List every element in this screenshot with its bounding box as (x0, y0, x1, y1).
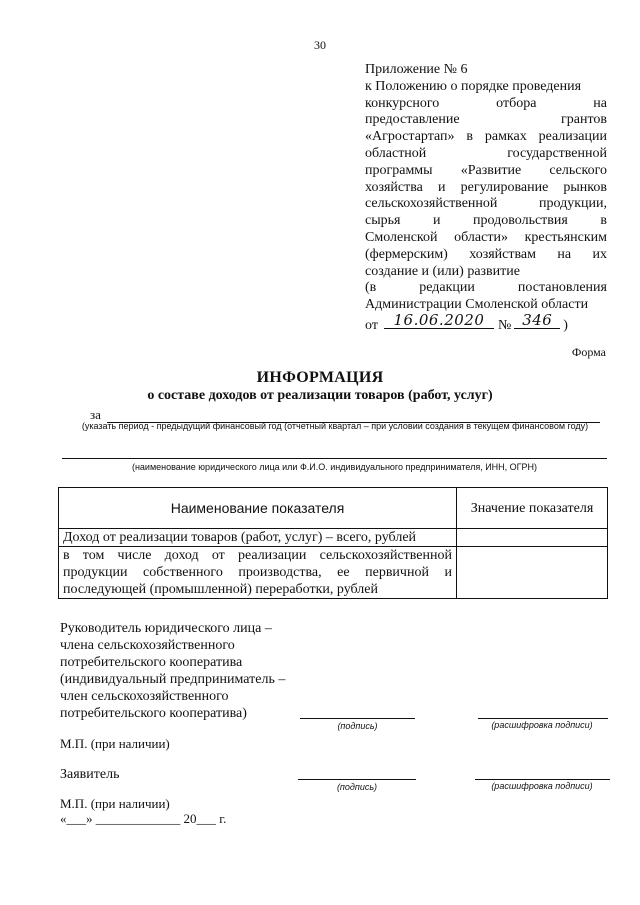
manager-line: члена сельскохозяйственного (60, 638, 235, 653)
table-row (59, 547, 608, 599)
handwritten-date: 16.06.2020 (393, 311, 485, 330)
row-agri-income-value[interactable] (457, 547, 608, 599)
appendix-line: областной государственной (365, 145, 607, 161)
manager-line: (индивидуальный предприниматель – (60, 672, 286, 687)
appendix-line: предоставление грантов (365, 112, 607, 128)
applicant-label: Заявитель (60, 767, 120, 782)
manager-line: потребительского кооператива (60, 655, 243, 670)
applicant-signature-line[interactable] (298, 779, 416, 780)
row-agri-income: в том числе доход от реализации сельскохозяйственной продукции собственного производства, ее первичной и последующей (промышленной) переработки, рублей (59, 547, 457, 599)
ot-label: от (365, 317, 378, 333)
header-indicator-name: Наименование показателя (59, 488, 457, 529)
header-indicator-value: Значение показателя (457, 488, 608, 529)
period-label: за (90, 407, 101, 422)
manager-signature-line[interactable] (300, 718, 415, 719)
appendix-line: Смоленской области» крестьянским (365, 229, 607, 245)
appendix-line: сельскохозяйственной продукции, (365, 196, 607, 212)
applicant-signature-caption: (подпись) (336, 782, 378, 792)
appendix-line: «Агростартап» в рамках реализации (365, 129, 607, 145)
appendix-line: хозяйства и регулирование рынков (365, 179, 607, 195)
form-label: Форма (571, 345, 606, 359)
number-blank (514, 311, 560, 330)
entity-hint: (наименование юридического лица или Ф.И.О. индивидуального предпринимателя, ИНН, ОГРН) (131, 462, 538, 472)
document-subtitle: о составе доходов от реализации товаров (работ, услуг) (147, 388, 493, 403)
document-title: ИНФОРМАЦИЯ (256, 369, 384, 386)
edition-line: Администрации Смоленской области (365, 297, 589, 313)
stamp-label: М.П. (при наличии) (60, 736, 170, 751)
appendix-line: сырья и продовольствия в (365, 213, 607, 229)
period-hint: (указать период - предыдущий финансовый год (отчетный квартал – при условии создания в текущем финансовом году) (81, 421, 589, 431)
manager-line: член сельскохозяйственного (60, 689, 229, 704)
appendix-line: создание и (или) развитие (365, 263, 520, 279)
stamp-label: М.П. (при наличии) (60, 796, 170, 811)
edition-date-row (365, 311, 607, 335)
income-table (58, 487, 608, 599)
table-header-row (59, 488, 608, 529)
edition-line: (в редакции постановления (365, 280, 607, 296)
appendix-line: к Положению о порядке проведения (365, 78, 582, 94)
appendix-title: Приложение № 6 (365, 62, 468, 77)
row-total-income: Доход от реализации товаров (работ, услуг) – всего, рублей (59, 529, 457, 547)
date-line: «___» _____________ 20___ г. (60, 811, 227, 826)
manager-line: потребительского кооператива) (60, 706, 247, 721)
date-blank (384, 311, 494, 330)
manager-block (60, 620, 320, 722)
table-row (59, 529, 608, 547)
appendix-line: конкурсного отбора на (365, 95, 607, 111)
applicant-decoding-line[interactable] (475, 779, 610, 780)
close-paren: ) (563, 317, 568, 333)
manager-line: Руководитель юридического лица – (60, 621, 272, 636)
manager-decoding-line[interactable] (478, 718, 608, 719)
handwritten-number: 346 (522, 311, 553, 330)
num-label: № (497, 317, 512, 333)
entity-input-line[interactable] (62, 458, 607, 459)
appendix-block (365, 62, 607, 335)
manager-decoding-caption: (расшифровка подписи) (491, 720, 593, 730)
appendix-line: программы «Развитие сельского (365, 162, 607, 178)
row-total-income-value[interactable] (457, 529, 608, 547)
manager-signature-caption: (подпись) (337, 721, 378, 731)
applicant-decoding-caption: (расшифровка подписи) (491, 781, 593, 791)
page-number: 30 (314, 38, 326, 52)
appendix-line: (фермерским) хозяйствам на их (365, 246, 607, 262)
